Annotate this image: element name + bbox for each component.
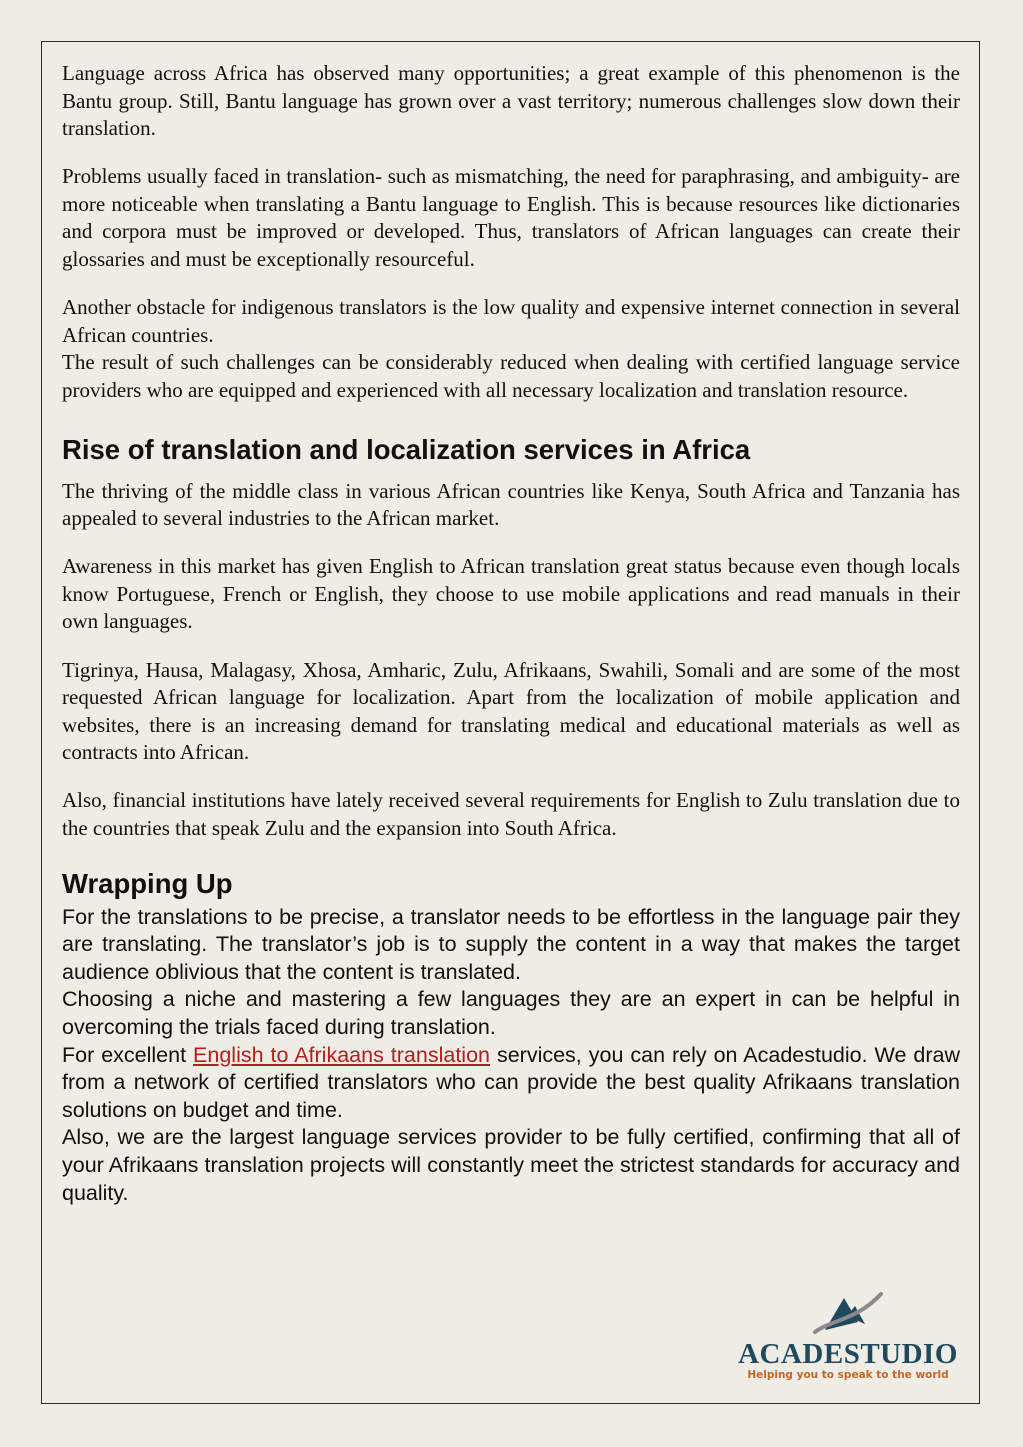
document-body xyxy=(62,60,960,1207)
rise-paragraph-1: The thriving of the middle class in various African countries like Kenya, South Africa and Tanzania has appealed to several industries to the African market. xyxy=(62,478,960,531)
intro-paragraph-3: Another obstacle for indigenous translators is the low quality and expensive internet connection in several African countries. xyxy=(62,295,960,347)
logo-tagline: Helping you to speak to the world xyxy=(747,1369,949,1381)
intro-paragraph-4: The result of such challenges can be considerably reduced when dealing with certified language service providers who are equipped and experienced with all necessary localization and translation resource. xyxy=(62,350,960,402)
section-heading-wrapping-up: Wrapping Up xyxy=(62,867,233,899)
wrap-paragraph-3 xyxy=(62,1042,960,1125)
wrap-paragraph-2: Choosing a niche and mastering a few languages they are an expert in can be helpful in overcoming the trials faced during translation. xyxy=(62,987,960,1039)
rise-paragraph-2: Awareness in this market has given English to African translation great status because even though locals know Portuguese, French or English, they choose to use mobile applications and read manuals in their own languages. xyxy=(62,554,960,634)
rise-paragraph-4: Also, financial institutions have lately received several requirements for English to Zulu translation due to the countries that speak Zulu and the expansion into South Africa. xyxy=(62,788,960,840)
acadestudio-logo xyxy=(735,1290,961,1385)
wrap-paragraph-1: For the translations to be precise, a translator needs to be effortless in the language pair they are translating. The translator’s job is to supply the content in a way that makes the target audience oblivious that the content is translated. xyxy=(62,904,960,984)
logo-mountain-icon xyxy=(811,1290,883,1338)
intro-paragraph-2: Problems usually faced in translation- such as mismatching, the need for paraphrasing, and ambiguity- are more noticeable when translating a Bantu language to English. This is because resources like dictionaries and corpora must be improved or developed. Thus, translators of African languages can create their glossaries and must be exceptionally resourceful. xyxy=(62,164,960,272)
wrap-paragraph-4: Also, we are the largest language services provider to be fully certified, confirming that all of your Afrikaans translation projects will constantly meet the strictest standards for accuracy and quality. xyxy=(62,1125,960,1205)
afrikaans-translation-link[interactable]: English to Afrikaans translation xyxy=(193,1042,490,1067)
section-heading-rise: Rise of translation and localization services in Africa xyxy=(62,433,751,465)
rise-paragraph-3: Tigrinya, Hausa, Malagasy, Xhosa, Amharic, Zulu, Afrikaans, Swahili, Somali and are some of the most requested African language for localization. Apart from the localization of mobile application and websites, there is an increasing demand for translating medical and educational materials as well as contracts into African. xyxy=(62,657,960,765)
wrap-p3-before: For excellent xyxy=(62,1042,194,1067)
wrap-p3-after: services, you can rely on Acadestudio. We draw from a network of certified translators who can provide the best quality Afrikaans translation solutions on budget and time. xyxy=(62,1042,960,1122)
intro-paragraph-1: Language across Africa has observed many opportunities; a great example of this phenomenon is the Bantu group. Still, Bantu language has grown over a vast territory; numerous challenges slow down their translation. xyxy=(62,61,960,141)
logo-name: ACADESTUDIO xyxy=(738,1338,958,1370)
